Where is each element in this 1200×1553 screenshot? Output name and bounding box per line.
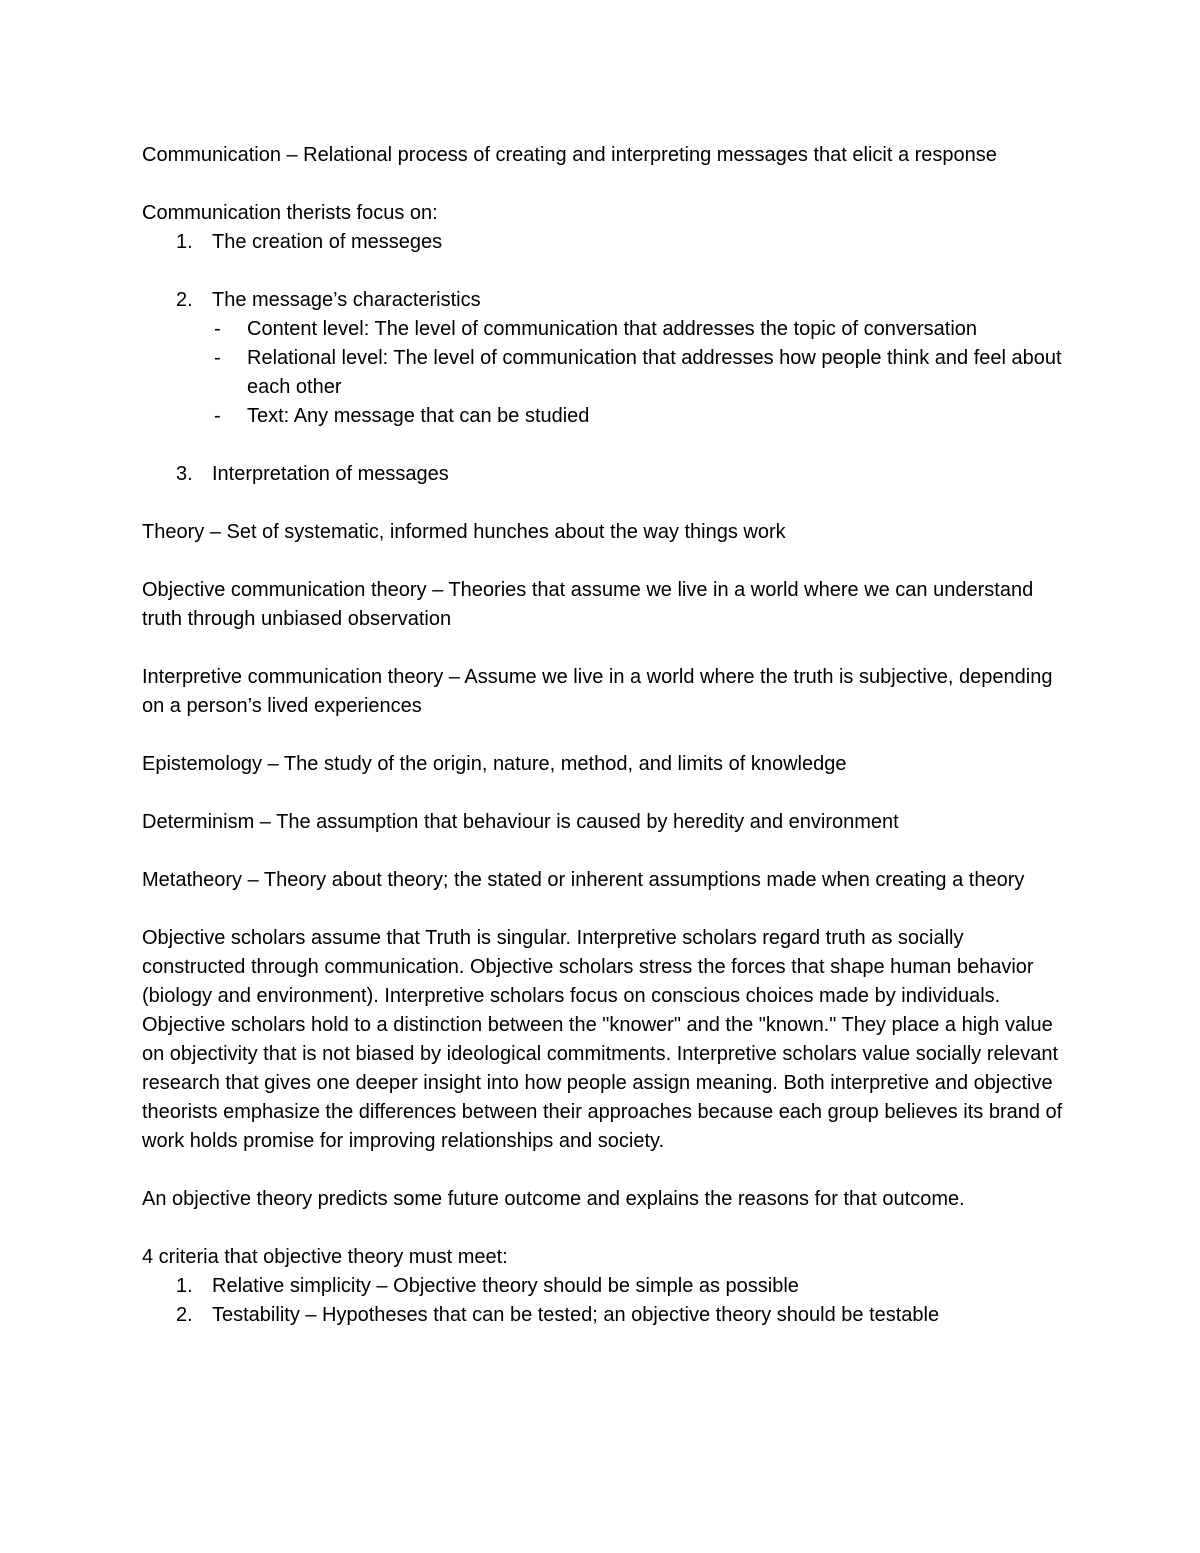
criteria-intro: 4 criteria that objective theory must meet: bbox=[142, 1246, 508, 1268]
definition-metatheory: Metatheory – Theory about theory; the stated or inherent assumptions made when creating a theory bbox=[142, 869, 1025, 891]
focus-list bbox=[142, 228, 1072, 489]
definition-epistemology: Epistemology – The study of the origin, nature, method, and limits of knowledge bbox=[142, 753, 847, 775]
definition-interpretive-theory: Interpretive communication theory – Assume we live in a world where the truth is subjective, depending on a person’s lived experiences bbox=[142, 666, 1053, 717]
definition-communication: Communication – Relational process of creating and interpreting messages that elicit a response bbox=[142, 144, 997, 166]
list-item-text: Relational level: The level of communication that addresses how people think and feel about each other bbox=[247, 347, 1062, 398]
scholars-comparison-paragraph: Objective scholars assume that Truth is singular. Interpretive scholars regard truth as socially constructed through communication. Objective scholars stress the forces that shape human behavior (biology and environment). Interpretive scholars focus on conscious choices made by individuals. Objective scholars hold to a distinction between the "knower" and the "known." They place a high value on objectivity that is not biased by ideological commitments. Interpretive scholars value socially relevant research that gives one deeper insight into how people assign meaning. Both interpretive and objective theorists emphasize the differences between their approaches because each group believes its brand of work holds promise for improving relationships and society. bbox=[142, 927, 1063, 1152]
list-number: 1. bbox=[176, 231, 193, 253]
definition-theory: Theory – Set of systematic, informed hunches about the way things work bbox=[142, 521, 786, 543]
list-item-text: Content level: The level of communication that addresses the topic of conversation bbox=[247, 318, 978, 340]
dash-bullet: - bbox=[214, 347, 221, 369]
list-item bbox=[142, 228, 1072, 257]
list-item-text: Text: Any message that can be studied bbox=[247, 405, 590, 427]
list-item bbox=[212, 315, 1072, 344]
criteria-list bbox=[142, 1272, 1072, 1330]
dash-bullet: - bbox=[214, 405, 221, 427]
list-number: 1. bbox=[176, 1275, 193, 1297]
list-item-text: Relative simplicity – Objective theory should be simple as possible bbox=[212, 1275, 799, 1297]
list-item bbox=[142, 1272, 1072, 1301]
list-item bbox=[142, 460, 1072, 489]
definition-determinism: Determinism – The assumption that behaviour is caused by heredity and environment bbox=[142, 811, 899, 833]
list-item bbox=[142, 1301, 1072, 1330]
dash-bullet: - bbox=[214, 318, 221, 340]
list-number: 2. bbox=[176, 1304, 193, 1326]
focus-intro: Communication therists focus on: bbox=[142, 202, 438, 224]
list-item-text: Interpretation of messages bbox=[212, 463, 449, 485]
list-item bbox=[142, 286, 1072, 431]
list-item bbox=[212, 402, 1072, 431]
list-item-text: The message’s characteristics bbox=[212, 289, 481, 311]
list-item bbox=[212, 344, 1072, 402]
objective-theory-statement: An objective theory predicts some future outcome and explains the reasons for that outcome. bbox=[142, 1188, 965, 1210]
definition-objective-theory: Objective communication theory – Theories that assume we live in a world where we can understand truth through unbiased observation bbox=[142, 579, 1034, 630]
list-item-text: The creation of messeges bbox=[212, 231, 443, 253]
list-number: 3. bbox=[176, 463, 193, 485]
document-body bbox=[142, 141, 1072, 1330]
list-item-text: Testability – Hypotheses that can be tested; an objective theory should be testable bbox=[212, 1304, 940, 1326]
characteristics-list bbox=[212, 315, 1072, 431]
list-number: 2. bbox=[176, 289, 193, 311]
